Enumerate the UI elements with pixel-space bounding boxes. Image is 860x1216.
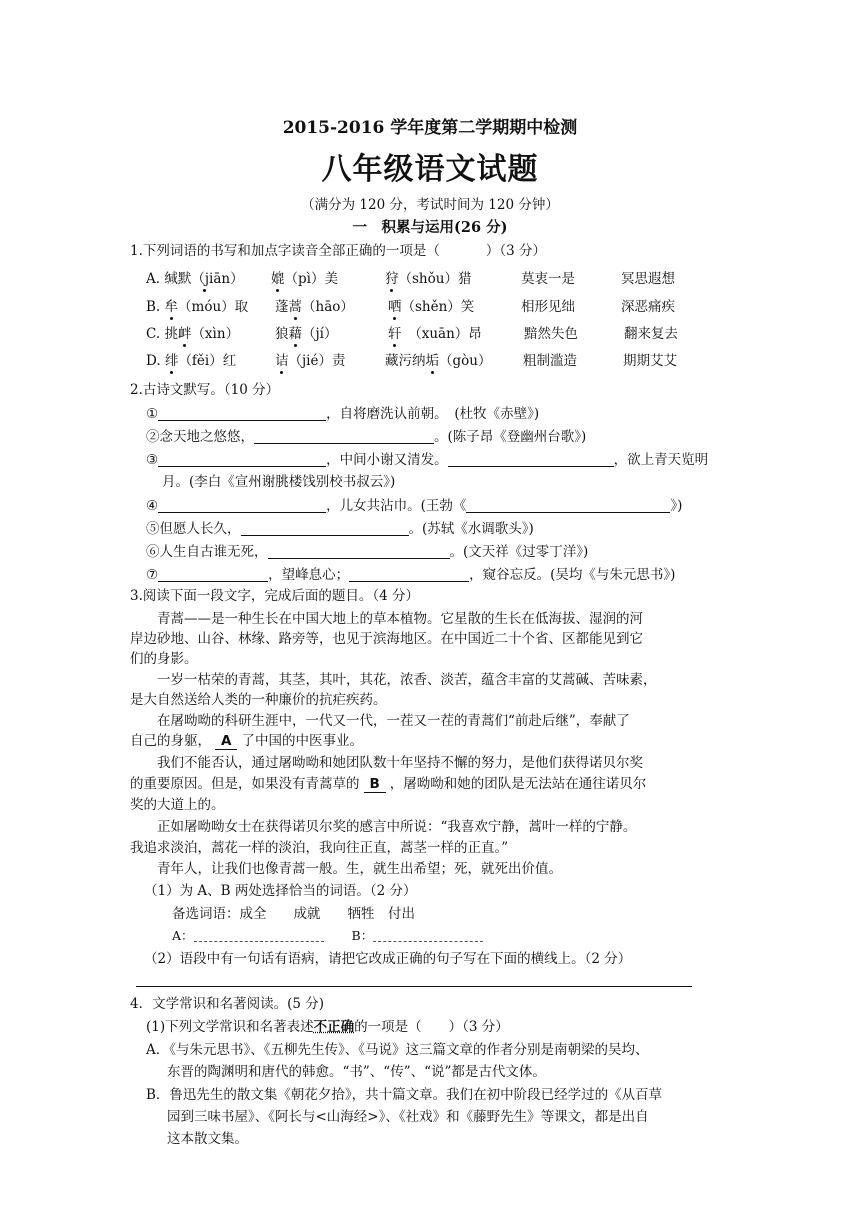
- answer-blank[interactable]: [268, 543, 450, 559]
- idiom: 深恶痛疾: [621, 299, 675, 315]
- dotted-char: 狩: [385, 271, 399, 287]
- main-title: 八年级语文试题: [321, 152, 539, 187]
- option-label: A.: [146, 271, 165, 287]
- q2-line-6: [146, 543, 588, 560]
- answer-blank[interactable]: [158, 566, 268, 582]
- passage-line: 我们不能否认，通过屠呦呦和她团队数十年坚持不懈的努力，是他们获得诺贝尔奖: [130, 755, 643, 771]
- line-text: 。(苏轼《水调歌头》): [408, 521, 534, 537]
- line-text: ⑥人生自古谁无死，: [146, 544, 268, 560]
- answer-blank-b[interactable]: [373, 928, 483, 942]
- answer-blank-a[interactable]: [194, 928, 324, 942]
- sub1-text: 的一项是（ ）（3 分）: [354, 1019, 509, 1035]
- passage-text: 的重要原因。但是，如果没有青蒿草的: [130, 776, 360, 792]
- answer-label-b: B：: [351, 928, 374, 943]
- q2-line-2: [146, 428, 586, 445]
- idiom: 期期艾艾: [623, 353, 677, 369]
- word-part: （xìn）: [191, 326, 240, 342]
- word-part: （hāo）: [302, 299, 354, 315]
- dotted-char: 诘: [275, 353, 289, 369]
- q3-options: 备选词语：成全 成就 牺牲 付出: [172, 906, 415, 922]
- blank-a: A: [215, 733, 237, 750]
- q4-option-b-line1: B．鲁迅先生的散文集《朝花夕拾》，共十篇文章。我们在初中阶段已经学过的《从百草: [146, 1087, 663, 1103]
- word-part: 挑: [164, 326, 178, 342]
- passage-line: [130, 776, 646, 792]
- dotted-char: 哂: [388, 299, 402, 315]
- line-text: ②念天地之悠悠，: [146, 429, 254, 445]
- answer-blank[interactable]: [448, 451, 614, 467]
- q3-answer-row: [172, 928, 483, 943]
- passage-line: 岸边砂地、山谷、林缘、路旁等，也见于滨海地区。在中国近二十个省、区都能见到它: [130, 631, 643, 647]
- line-number: ①: [146, 406, 159, 422]
- q4-option-b-line2: 园到三味书屋》、《阿长与<山海经>》、《社戏》和《藤野先生》等课文，都是出自: [167, 1109, 649, 1125]
- word-part: （shěn）笑: [401, 299, 475, 315]
- answer-blank[interactable]: [158, 405, 326, 421]
- line-text: ，窥谷忘反。(吴均《与朱元思书》): [469, 567, 676, 583]
- option-label: C.: [146, 326, 165, 342]
- idiom: 莫衷一是: [521, 271, 575, 287]
- dotted-char: 轩: [388, 326, 402, 342]
- passage-line: 是大自然送给人类的一种廉价的抗疟疾药。: [130, 692, 387, 708]
- answer-blank[interactable]: [349, 566, 469, 582]
- passage-line: 我追求淡泊，蒿花一样的淡泊，我向往正直，蒿茎一样的正直。”: [130, 840, 509, 856]
- emphasis-text: 不正确: [313, 1019, 355, 1035]
- year-title: 2015-2016 学年度第二学期期中检测: [282, 118, 578, 138]
- passage-line: 一岁一枯荣的青蒿，其茎，其叶，其花，浓香、淡苦，蕴含丰富的艾蒿碱、苦味素，: [130, 672, 657, 688]
- word-part: （shǒu）猎: [398, 271, 472, 287]
- blank-b: B: [364, 776, 386, 793]
- q2-stem: 2.古诗文默写。（10 分）: [130, 382, 280, 398]
- word-part: 狼: [275, 326, 289, 342]
- word-part: （gòu）: [439, 353, 492, 369]
- dotted-char: 藉: [288, 326, 302, 342]
- q4-option-a-line1: A．《与朱元思书》、《五柳先生传》、《马说》这三篇文章的作者分别是南朝梁的吴均、: [146, 1042, 649, 1058]
- passage-line: 正如屠呦呦女士在获得诺贝尔奖的感言中所说：“我喜欢宁静，蒿叶一样的宁静。: [130, 819, 637, 835]
- option-label: D.: [146, 353, 165, 369]
- line-number: ③: [146, 452, 159, 468]
- q4-option-a-line2: 东晋的陶渊明和唐代的韩愈。“书”、“传”、“说”都是古代文体。: [167, 1064, 546, 1080]
- idiom: 冥思遐想: [621, 271, 675, 287]
- passage-line: 奖的大道上的。: [130, 797, 225, 813]
- q3-stem: 3.阅读下面一段文字，完成后面的题目。（4 分）: [130, 588, 420, 604]
- passage-line: [130, 733, 363, 749]
- answer-blank[interactable]: [158, 451, 326, 467]
- passage-line: 们的身影。: [130, 651, 198, 667]
- passage-line: 青年人，让我们也像青蒿一般。生，就生出希望；死，就死出价值。: [130, 861, 562, 877]
- idiom: 黯然失色: [524, 326, 578, 342]
- idiom: 相形见绌: [521, 299, 575, 315]
- word-part: 藏污纳: [385, 353, 426, 369]
- line-text: 》): [670, 498, 683, 514]
- q4-stem: 4．文学常识和名著阅读。(5 分): [130, 996, 325, 1012]
- answer-label-a: A：: [172, 928, 194, 943]
- word-part: （móu）取: [178, 299, 249, 315]
- answer-blank[interactable]: [466, 497, 670, 513]
- dotted-char: 蒿: [288, 299, 302, 315]
- q2-line-4: [146, 497, 682, 514]
- q1-stem-score: ）（3 分）: [485, 243, 547, 259]
- word-part: （xuān）昂: [401, 326, 482, 342]
- q2-line-1: [146, 405, 539, 422]
- line-text: ，望峰息心；: [268, 567, 350, 583]
- passage-line: 在屠呦呦的科研生涯中，一代又一代，一茬又一茬的青蒿们“前赴后继”，奉献了: [130, 713, 630, 729]
- line-text: ⑤但愿人长久，: [146, 521, 241, 537]
- answer-blank[interactable]: [254, 428, 434, 444]
- q2-line-3-cont: 月。(李白《宣州谢朓楼饯别校书叔云》): [162, 474, 396, 490]
- word-part: 蓬: [275, 299, 289, 315]
- idiom: 翻来复去: [624, 326, 678, 342]
- line-number: ⑦: [146, 567, 159, 583]
- option-label: B.: [146, 299, 165, 315]
- section-heading: 一 积累与运用(26 分): [352, 219, 508, 236]
- word-part: （jié）责: [288, 353, 346, 369]
- dotted-char: 媲: [271, 271, 285, 287]
- word-part: （pì）美: [284, 271, 338, 287]
- answer-blank[interactable]: [241, 520, 409, 536]
- q1-stem-text: 1.下列词语的书写和加点字读音全部正确的一项是（: [130, 243, 440, 259]
- q4-option-b-line3: 这本散文集。: [167, 1131, 248, 1147]
- passage-text: 了中国的中医事业。: [241, 733, 363, 749]
- answer-blank[interactable]: [158, 497, 326, 513]
- passage-line: 青蒿——是一种生长在中国大地上的草本植物。它星散的生长在低海拔、湿润的河: [130, 611, 643, 627]
- word-part: （fěi）红: [178, 353, 237, 369]
- q4-sub1: [146, 1019, 509, 1035]
- q2-line-5: [146, 520, 534, 537]
- q3-sub2: （2）语段中有一句话有语病，请把它改成正确的句子写在下面的横线上。（2 分）: [144, 951, 632, 967]
- line-text: ，儿女共沾巾。(王勃《: [326, 498, 467, 514]
- word-part: 缄默（: [164, 271, 205, 287]
- q3-sub1: （1）为 A、B 两处选择恰当的词语。（2 分）: [144, 883, 417, 899]
- q3-answer-line[interactable]: [136, 986, 692, 987]
- line-text: ，中间小谢又清发。: [326, 452, 448, 468]
- line-text: 。(文天祥《过零丁洋》): [449, 544, 589, 560]
- line-text: ，欲上青天览明: [613, 452, 709, 468]
- dotted-char: 牟: [164, 299, 179, 315]
- q1-stem: [130, 243, 546, 259]
- q2-line-3: [146, 451, 708, 468]
- passage-text: ，屠呦呦和她的团队是无法站在通往诺贝尔: [389, 776, 647, 792]
- line-text: 。(陈子昂《登幽州台歌》): [434, 429, 587, 445]
- dotted-char: 衅: [177, 326, 192, 342]
- dotted-char: 绯: [164, 353, 179, 369]
- sub1-text: (1)下列文学常识和名著表述: [146, 1019, 314, 1035]
- q2-line-7: [146, 566, 675, 583]
- dotted-char: 垢: [425, 353, 439, 369]
- idiom: 粗制滥造: [523, 353, 577, 369]
- word-part: jiān）: [204, 271, 244, 287]
- word-part: （jí）: [302, 326, 338, 342]
- passage-text: 自己的身躯，: [130, 733, 211, 749]
- subtitle: （满分为 120 分，考试时间为 120 分钟）: [301, 197, 559, 213]
- line-number: ④: [146, 498, 159, 514]
- line-text: ，自将磨洗认前朝。 (杜牧《赤壁》): [326, 406, 540, 422]
